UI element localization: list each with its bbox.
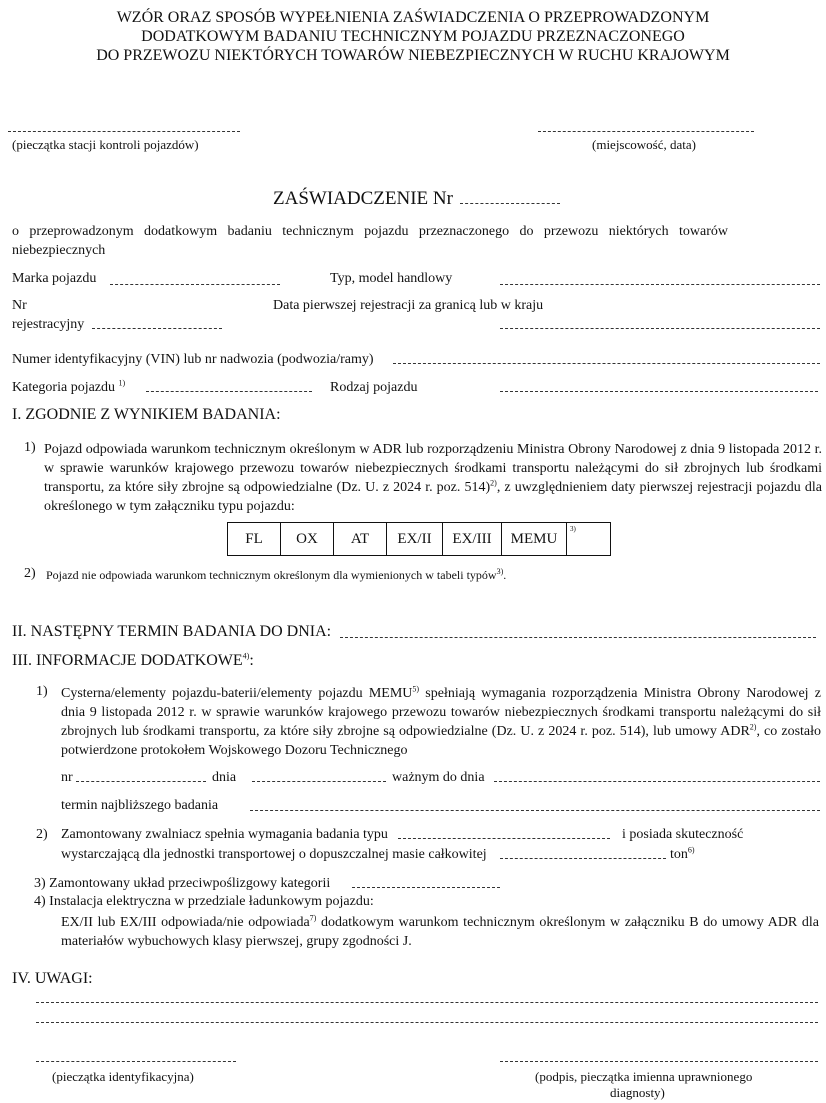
stamp-label: (pieczątka stacji kontroli pojazdów) bbox=[12, 137, 199, 152]
section-3-item-1-b: spełniają wymagania rozporządzenia Ministra Obrony Narodowej z dnia 9 listopada 2012 r. w sprawie warunków krajowego przewozu towarów niebezpiecznych środkami transportu należącymi do sił zbrojnych lub środkami transportu, za które siły zbrojne są odpowiedzialne (Dz. U. z 2024 r. poz. 514), lub umowy ADR bbox=[61, 686, 821, 739]
valid-until-label: ważnym do dnia bbox=[392, 770, 485, 785]
next-exam-date-field[interactable] bbox=[340, 637, 816, 638]
category-label bbox=[12, 380, 125, 396]
first-registration-label: Data pierwszej rejestracji za granicą lub w kraju bbox=[273, 298, 544, 313]
footnote-5-mark: 5) bbox=[412, 684, 420, 694]
signature-label-1: (podpis, pieczątka imienna uprawnionego bbox=[535, 1069, 753, 1084]
footnote-1-mark: 1) bbox=[118, 378, 126, 388]
make-field[interactable] bbox=[110, 284, 280, 285]
section-3-item-1-c: , co zostało potwierdzone protokołem Wojskowego Dozoru Technicznego bbox=[61, 724, 822, 758]
section-1-item-2-text bbox=[46, 568, 506, 583]
type-cell-memu[interactable]: MEMU bbox=[502, 523, 567, 556]
type-label: Typ, model handlowy bbox=[330, 271, 453, 286]
section-1-item-2-number: 2) bbox=[24, 566, 36, 581]
retarder-efficiency-label: i posiada skuteczność bbox=[622, 827, 744, 842]
type-cell-ex-iii[interactable]: EX/III bbox=[443, 523, 502, 556]
next-exam-label: termin najbliższego badania bbox=[61, 798, 219, 813]
section-3-item-4-text bbox=[61, 913, 819, 951]
make-label: Marka pojazdu bbox=[12, 271, 97, 286]
section-3-item-4-b: dodatkowym warunkom technicznym określonym w załączniku B do umowy ADR dla materiałów wybuchowych klasy pierwszej, grupy zgodności J. bbox=[61, 915, 819, 949]
reg-label-2: rejestracyjny bbox=[12, 317, 85, 332]
category-field[interactable] bbox=[146, 391, 312, 392]
vin-field[interactable] bbox=[393, 363, 820, 364]
next-exam-field[interactable] bbox=[250, 810, 820, 811]
signature-label-2: diagnosty) bbox=[610, 1085, 665, 1100]
footnote-3-mark: 3) bbox=[496, 567, 504, 576]
max-mass-field[interactable] bbox=[500, 858, 666, 859]
retarder-label: Zamontowany zwalniacz spełnia wymagania badania typu bbox=[61, 827, 388, 842]
type-cell-at[interactable]: AT bbox=[334, 523, 387, 556]
retarder-type-field[interactable] bbox=[398, 838, 610, 839]
type-cell-footnote: 3) bbox=[567, 523, 611, 556]
certificate-intro: o przeprowadzonym dodatkowym badaniu technicznym pojazdu przeznaczonego do przewozu niektórych towarów niebezpiecznych bbox=[12, 224, 728, 258]
type-cell-ox[interactable]: OX bbox=[281, 523, 334, 556]
max-mass-label: wystarczającą dla jednostki transportowej o dopuszczalnej masie całkowitej bbox=[61, 847, 487, 862]
footnote-2b-mark: 2) bbox=[749, 722, 757, 732]
valid-until-field[interactable] bbox=[494, 781, 820, 782]
registration-field[interactable] bbox=[92, 328, 222, 329]
section-3-item-1-text bbox=[61, 684, 821, 760]
vehicle-types-table bbox=[227, 522, 611, 556]
protocol-nr-label: nr bbox=[61, 770, 73, 785]
protocol-nr-field[interactable] bbox=[76, 781, 206, 782]
section-3-item-4-label: 4) Instalacja elektryczna w przedziale ładunkowym pojazdu: bbox=[34, 894, 374, 909]
section-4-heading: IV. UWAGI: bbox=[12, 970, 93, 987]
footnote-2-mark: 2) bbox=[490, 478, 497, 488]
vin-label: Numer identyfikacyjny (VIN) lub nr nadwozia (podwozia/ramy) bbox=[12, 352, 374, 367]
type-cell-ex-ii[interactable]: EX/II bbox=[387, 523, 443, 556]
place-date-line bbox=[538, 131, 754, 132]
certificate-number-field[interactable] bbox=[460, 203, 560, 204]
section-3-heading bbox=[12, 652, 254, 670]
category-label-text: Kategoria pojazdu bbox=[12, 380, 116, 395]
section-3-item-1-a: Cysterna/elementy pojazdu-baterii/elementy pojazdu MEMU bbox=[61, 686, 413, 701]
id-stamp-line bbox=[36, 1061, 236, 1062]
section-3-heading-end: : bbox=[249, 652, 254, 669]
title-line-2: DODATKOWYM BADANIU TECHNICZNYM POJAZDU PRZEZNACZONEGO bbox=[141, 28, 685, 45]
signature-line bbox=[500, 1061, 818, 1062]
section-1-item-1-main: Pojazd odpowiada warunkom technicznym określonym w ADR lub rozporządzeniu Ministra Obrony Narodowej z dnia 9 listopada 2012 r. w sprawie warunków krajowego przewozu towarów niebezpiecznych środkami transportu należącymi do sił zbrojnych lub środkami transportu, za które siły zbrojne są odpowiedzialne (Dz. U. z 2024 r. poz. 514) bbox=[44, 442, 822, 495]
stamp-line bbox=[8, 131, 240, 132]
section-3-item-1-number: 1) bbox=[36, 684, 48, 699]
protocol-day-field[interactable] bbox=[252, 781, 386, 782]
section-3-item-2-number: 2) bbox=[36, 827, 48, 842]
section-3-heading-text: III. INFORMACJE DODATKOWE bbox=[12, 652, 243, 669]
section-1-item-1-text bbox=[44, 440, 822, 516]
section-1-item-1-tail: , z uwzględnieniem daty pierwszej rejestracji pojazdu dla określonego w tym załączniku typu pojazdu: bbox=[44, 480, 822, 514]
first-registration-field[interactable] bbox=[500, 328, 820, 329]
kind-field[interactable] bbox=[500, 391, 818, 392]
mass-unit bbox=[670, 847, 695, 863]
protocol-day-label: dnia bbox=[212, 770, 237, 785]
kind-label: Rodzaj pojazdu bbox=[330, 380, 418, 395]
footnote-6-mark: 6) bbox=[687, 845, 695, 855]
reg-label-1: Nr bbox=[12, 298, 27, 313]
section-1-heading: I. ZGODNIE Z WYNIKIEM BADANIA: bbox=[12, 406, 281, 423]
title-line-3: DO PRZEWOZU NIEKTÓRYCH TOWARÓW NIEBEZPIECZNYCH W RUCHU KRAJOWYM bbox=[96, 47, 730, 64]
footnote-4-mark: 4) bbox=[242, 651, 250, 661]
certificate-heading: ZAŚWIADCZENIE Nr bbox=[273, 188, 453, 209]
title-line-1: WZÓR ORAZ SPOSÓB WYPEŁNIENIA ZAŚWIADCZENIA O PRZEPROWADZONYM bbox=[116, 9, 710, 26]
section-3-item-4-a: EX/II lub EX/III odpowiada/nie odpowiada bbox=[61, 915, 310, 930]
section-1-item-1-number: 1) bbox=[24, 440, 36, 455]
type-cell-fl[interactable]: FL bbox=[228, 523, 281, 556]
type-field[interactable] bbox=[500, 284, 820, 285]
document-title bbox=[0, 8, 826, 65]
table-row bbox=[228, 523, 611, 556]
place-date-label: (miejscowość, data) bbox=[592, 137, 696, 152]
section-2-heading: II. NASTĘPNY TERMIN BADANIA DO DNIA: bbox=[12, 623, 332, 640]
remarks-line-1[interactable] bbox=[36, 1002, 818, 1003]
mass-unit-text: ton bbox=[670, 847, 688, 862]
section-3-item-3-label: 3) Zamontowany układ przeciwpoślizgowy kategorii bbox=[34, 876, 331, 891]
id-stamp-label: (pieczątka identyfikacyjna) bbox=[52, 1069, 194, 1084]
footnote-7-mark: 7) bbox=[309, 913, 317, 923]
section-1-item-2-end: . bbox=[503, 568, 507, 582]
abs-category-field[interactable] bbox=[352, 887, 500, 888]
section-1-item-2-main: Pojazd nie odpowiada warunkom technicznym określonym dla wymienionych w tabeli typów bbox=[46, 568, 497, 582]
remarks-line-2[interactable] bbox=[36, 1022, 818, 1023]
